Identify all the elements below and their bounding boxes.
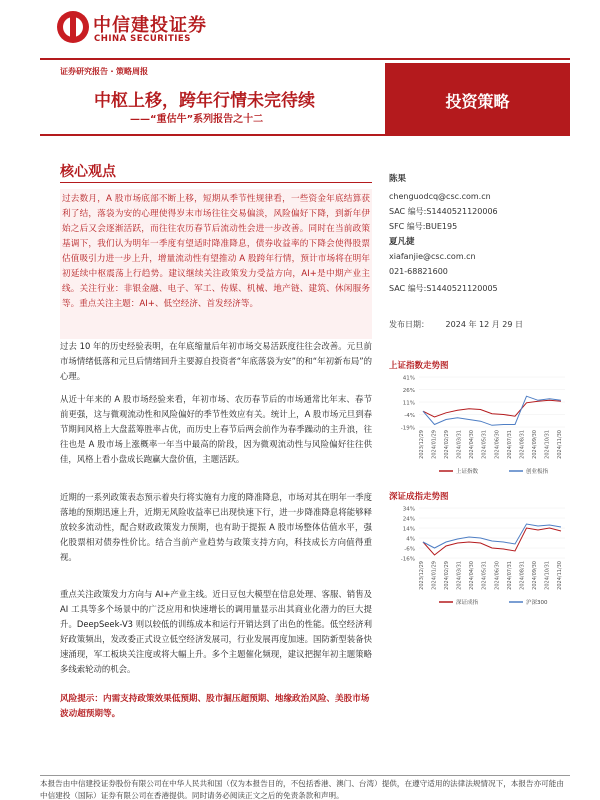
x-tick-label: 2023/12/29	[419, 561, 425, 590]
legend-label: 创业板指	[526, 469, 549, 475]
x-tick-label: 2024/02/29	[444, 430, 451, 459]
core-views-summary: 过去数月，A 股市场底部不断上移，短期从季节性规律看，一些资金年底结算获利了结，落袋为安的心理使得岁末市场往往交易偏淡，风险偏好下降，到新年伊始之后又会逐渐活跃，而往往农历春节后流动性会进一步改善。同时在当前政策基调下，我们认为明年一季度有望适时降准降息，债券收益率的下降会使得股票估值吸引力进一步上升，增量流动性有望推动 A 股跨年行情，预计市场将在明年初延续中枢震荡上行趋势。建议继续关注政策发力受益方向，AI+是中期产业主线。关注行业：非银金融、电子、军工、传媒、机械、地产链、建筑、休闲服务等。重点关注主题：AI+、低空经济、首发经济等。	[60, 189, 372, 339]
y-tick-label: 26%	[402, 388, 415, 394]
y-tick-label: -19%	[400, 425, 415, 432]
category-banner	[385, 63, 570, 134]
title-divider	[40, 134, 570, 136]
analyst-sfc-cert: SFC 编号:BUE195	[389, 222, 458, 231]
publish-date-label: 发布日期：	[389, 320, 429, 329]
x-tick-label: 2024/08/31	[519, 430, 526, 459]
x-tick-label: 2024/04/30	[469, 430, 476, 459]
x-tick-label: 2024/05/31	[481, 430, 488, 459]
analyst-name: 陈果	[389, 174, 407, 184]
analyst-name: 夏凡捷	[389, 237, 415, 247]
x-tick-label: 2024/04/30	[469, 561, 476, 590]
x-tick-label: 2024/07/31	[506, 561, 513, 590]
y-tick-label: 14%	[402, 526, 415, 533]
y-tick-label: 24%	[402, 516, 415, 523]
body-paragraph: 近期的一系列政策表态预示着央行将实施有力度的降准降息，市场对其在明年一季度落地的预期迅速上升，近期无风险收益率已出现快速下行，进一步降准降息将能够释放较多流动性，配合财政政策发力预期，也有助于提振 A 股市场整体估值水平，强化股票相对债券性价比。结合当前产业趋势与政策支持方向，科技成长方向值得重视。	[60, 492, 372, 562]
y-tick-label: 4%	[406, 536, 415, 543]
x-tick-label: 2024/10/31	[544, 561, 551, 590]
y-tick-label: 34%	[402, 506, 415, 513]
report-type: 证券研究报告・策略周报	[60, 67, 148, 76]
x-tick-label: 2024/06/30	[494, 430, 501, 459]
x-tick-label: 2024/03/31	[456, 430, 463, 459]
chart-title-shenzhen: 深证成指走势图	[389, 492, 449, 502]
x-tick-label: 2024/06/30	[494, 561, 501, 590]
chart-title-shanghai: 上证指数走势图	[389, 361, 449, 371]
x-tick-label: 2024/10/31	[544, 430, 551, 459]
x-tick-label: 2024/02/29	[444, 561, 451, 590]
analyst-email[interactable]: chenguodcq@csc.com.cn	[389, 192, 491, 201]
analyst-panel	[389, 160, 570, 320]
y-tick-label: 11%	[402, 400, 415, 407]
analyst-sac-cert: SAC 编号:S1440521120006	[389, 207, 498, 216]
footer-divider	[40, 775, 570, 776]
x-tick-label: 2024/03/31	[456, 561, 463, 590]
series-line	[423, 524, 561, 548]
company-logo	[57, 10, 217, 46]
x-tick-label: 2023/12/29	[419, 430, 425, 459]
publish-date-value: 2024 年 12 月 29 日	[445, 320, 523, 329]
analyst-sac-cert: SAC 编号:S1440521120005	[389, 284, 498, 293]
x-tick-label: 2024/01/29	[431, 561, 438, 590]
legend-label: 深证成指	[456, 600, 479, 606]
body-paragraph: 重点关注政策发力方向与 AI+产业主线。近日豆包大模型在信息处理、客服、销售及 AI 工具等多个场景中的广泛应用和快速增长的调用量显示出其商业化潜力的巨大提升。DeepSeek-V3 则以较低的训练成本和运行开销达到了出色的性能。低空经济利好政策频出，发改委正式设立低空经济发展司，行业发展再度加速。国防新型装备快速涌现，军工板块关注度或将大幅上升。多个主题催化频现，建议把握年初主题策略多线索轮动的机会。	[60, 589, 372, 674]
logo-mark-icon	[57, 11, 89, 43]
x-tick-label: 2024/11/30	[557, 561, 563, 590]
header-divider	[40, 58, 570, 60]
analyst-email[interactable]: xiafanjie@csc.com.cn	[389, 252, 476, 261]
y-tick-label: 41%	[402, 375, 415, 382]
x-tick-label: 2024/09/30	[531, 430, 538, 459]
body-paragraph: 从近十年来的 A 股市场经验来看，年初市场、农历春节后的市场通常比年末、春节前更强，这与微观流动性和风险偏好的季节性效应有关。统计上，A 股市场元旦到春节期间风格上大盘蓝筹胜率占优，而历史上春节后两会前作为春季躁动的主升浪，往往也是 A 股市场上涨概率一年当中最高的阶段，因为微观流动性与风险偏好往往供佳，风格上看小盘成长跑赢大盘价值，主题活跃。	[60, 394, 372, 464]
y-tick-label: -6%	[404, 546, 415, 553]
legend-label: 沪深300	[526, 600, 548, 606]
publish-date	[389, 319, 523, 330]
y-tick-label: -16%	[400, 556, 415, 563]
shenzhen-index-chart	[389, 503, 570, 608]
core-views-heading: 核心观点	[60, 164, 116, 180]
analyst-phone: 021-68821600	[389, 267, 448, 276]
category-label: 投资策略	[445, 92, 510, 111]
x-tick-label: 2024/11/30	[557, 430, 563, 459]
x-tick-label: 2024/08/31	[519, 561, 526, 590]
logo-english-name: CHINA SECURITIES	[94, 34, 191, 44]
body-paragraph: 过去 10 年的历史经验表明，在年底缩量后年初市场交易活跃度往往会改善。元旦前市场情绪低落和元旦后情绪回升主要源自投资者“年底落袋为安”的和“年初新布局”的心理。	[60, 341, 372, 381]
x-tick-label: 2024/05/31	[481, 561, 488, 590]
core-views-divider	[60, 182, 372, 183]
report-subtitle: ——“重估牛”系列报告之十二	[130, 114, 264, 125]
report-title: 中枢上移，跨年行情未完待续	[94, 91, 315, 111]
logo-chinese-name: 中信建投证券	[93, 15, 207, 36]
x-tick-label: 2024/07/31	[506, 430, 513, 459]
x-tick-label: 2024/01/29	[431, 430, 438, 459]
shanghai-index-chart	[389, 372, 570, 480]
legend-label: 上证指数	[456, 469, 479, 475]
disclaimer-footer: 本报告由中信建投证券股份有限公司在中华人民共和国（仅为本报告目的，不包括香港、澳门、台湾）提供，在遵守适用的法律法规情况下，本报告亦可能由中信建投（国际）证券有限公司在香港提供。同时请务必阅读正文之后的免责条款和声明。	[40, 779, 564, 800]
y-tick-label: -4%	[404, 413, 415, 419]
x-tick-label: 2024/09/30	[531, 561, 538, 590]
risk-warning: 风险提示：内需支持政策效果低预期、股市掘压超预期、地缘政治风险、美股市场波动超预期等。	[60, 694, 370, 719]
